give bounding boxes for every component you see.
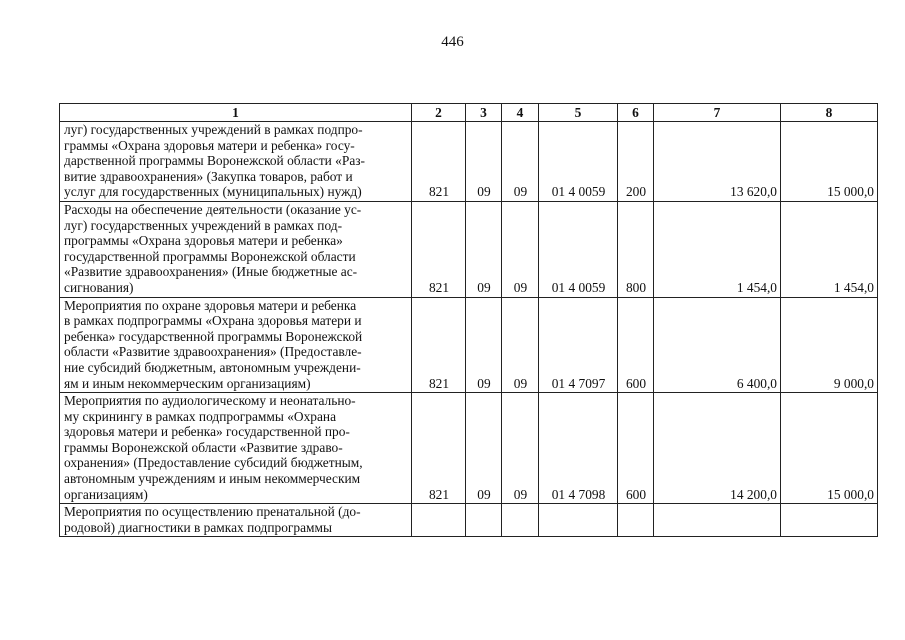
amount-col8: 9 000,0 <box>781 297 878 393</box>
description-line: сигнования) <box>64 279 134 295</box>
expense-type-code: 600 <box>618 393 654 504</box>
page-number: 446 <box>441 34 464 50</box>
description-line: Мероприятия по охране здоровья матери и ребенка <box>64 297 357 313</box>
department-code: 821 <box>412 201 466 297</box>
row-description <box>60 122 412 202</box>
column-header-5: 5 <box>539 104 618 122</box>
budget-table <box>59 103 878 537</box>
description-line: граммы «Охрана здоровья матери и ребенка» госу- <box>64 137 355 153</box>
description-line: охранения» (Предоставление субсидий бюджетным, <box>64 455 363 471</box>
description-line: услуг для государственных (муниципальных) нужд) <box>64 184 362 200</box>
amount-col8: 15 000,0 <box>781 393 878 504</box>
column-header-7: 7 <box>654 104 781 122</box>
target-article-code: 01 4 0059 <box>539 122 618 202</box>
section-code: 09 <box>466 297 502 393</box>
expense-type-code: 600 <box>618 297 654 393</box>
expense-type-code <box>618 504 654 537</box>
target-article-code: 01 4 7098 <box>539 393 618 504</box>
description-line: витие здравоохранения» (Закупка товаров, работ и <box>64 168 353 184</box>
expense-type-code: 200 <box>618 122 654 202</box>
amount-col7: 14 200,0 <box>654 393 781 504</box>
expense-type-code: 800 <box>618 201 654 297</box>
department-code: 821 <box>412 297 466 393</box>
description-line: Мероприятия по аудиологическому и неонатально- <box>64 393 356 409</box>
subsection-code: 09 <box>502 297 539 393</box>
column-header-8: 8 <box>781 104 878 122</box>
amount-col7: 6 400,0 <box>654 297 781 393</box>
table-row <box>60 504 878 537</box>
column-header-6: 6 <box>618 104 654 122</box>
header-row <box>60 104 878 122</box>
description-line: граммы Воронежской области «Развитие здраво- <box>64 439 343 455</box>
description-line: луг) государственных учреждений в рамках под- <box>64 217 343 233</box>
row-description <box>60 504 412 537</box>
description-line: программы «Охрана здоровья матери и ребенка» <box>64 233 343 249</box>
description-line: ям и иным некоммерческим организациям) <box>64 375 311 391</box>
description-line: луг) государственных учреждений в рамках подпро- <box>64 122 363 137</box>
table-row <box>60 201 878 297</box>
amount-col8 <box>781 504 878 537</box>
description-line: ние субсидий бюджетным, автономным учреждени- <box>64 359 361 375</box>
section-code: 09 <box>466 122 502 202</box>
description-line: му скринингу в рамках подпрограммы «Охрана <box>64 408 337 424</box>
subsection-code: 09 <box>502 122 539 202</box>
description-line: в рамках подпрограммы «Охрана здоровья матери и <box>64 313 362 329</box>
target-article-code: 01 4 7097 <box>539 297 618 393</box>
column-header-2: 2 <box>412 104 466 122</box>
description-line: родовой) диагностики в рамках подпрограммы <box>64 519 332 535</box>
department-code <box>412 504 466 537</box>
column-header-1: 1 <box>60 104 412 122</box>
description-line: области «Развитие здравоохранения» (Предоставле- <box>64 344 362 360</box>
amount-col8: 15 000,0 <box>781 122 878 202</box>
section-code: 09 <box>466 393 502 504</box>
description-line: автономным учреждениям и иным некоммерческим <box>64 471 361 487</box>
section-code <box>466 504 502 537</box>
table-row <box>60 122 878 202</box>
description-line: дарственной программы Воронежской области «Раз- <box>64 153 366 169</box>
department-code: 821 <box>412 393 466 504</box>
description-line: ребенка» государственной программы Воронежской <box>64 328 363 344</box>
description-line: «Развитие здравоохранения» (Иные бюджетные ас- <box>64 264 358 280</box>
target-article-code: 01 4 0059 <box>539 201 618 297</box>
department-code: 821 <box>412 122 466 202</box>
description-line: государственной программы Воронежской области <box>64 248 356 264</box>
amount-col7: 1 454,0 <box>654 201 781 297</box>
description-line: Расходы на обеспечение деятельности (оказание ус- <box>64 201 362 217</box>
description-line: здоровья матери и ребенка» государственной про- <box>64 424 350 440</box>
description-line: организациям) <box>64 486 148 502</box>
amount-col7 <box>654 504 781 537</box>
amount-col8: 1 454,0 <box>781 201 878 297</box>
section-code: 09 <box>466 201 502 297</box>
row-description <box>60 393 412 504</box>
table-row <box>60 393 878 504</box>
subsection-code <box>502 504 539 537</box>
description-line: Мероприятия по осуществлению пренатальной (до- <box>64 504 361 520</box>
target-article-code <box>539 504 618 537</box>
row-description <box>60 201 412 297</box>
subsection-code: 09 <box>502 393 539 504</box>
subsection-code: 09 <box>502 201 539 297</box>
amount-col7: 13 620,0 <box>654 122 781 202</box>
column-header-4: 4 <box>502 104 539 122</box>
table-row <box>60 297 878 393</box>
column-header-3: 3 <box>466 104 502 122</box>
row-description <box>60 297 412 393</box>
